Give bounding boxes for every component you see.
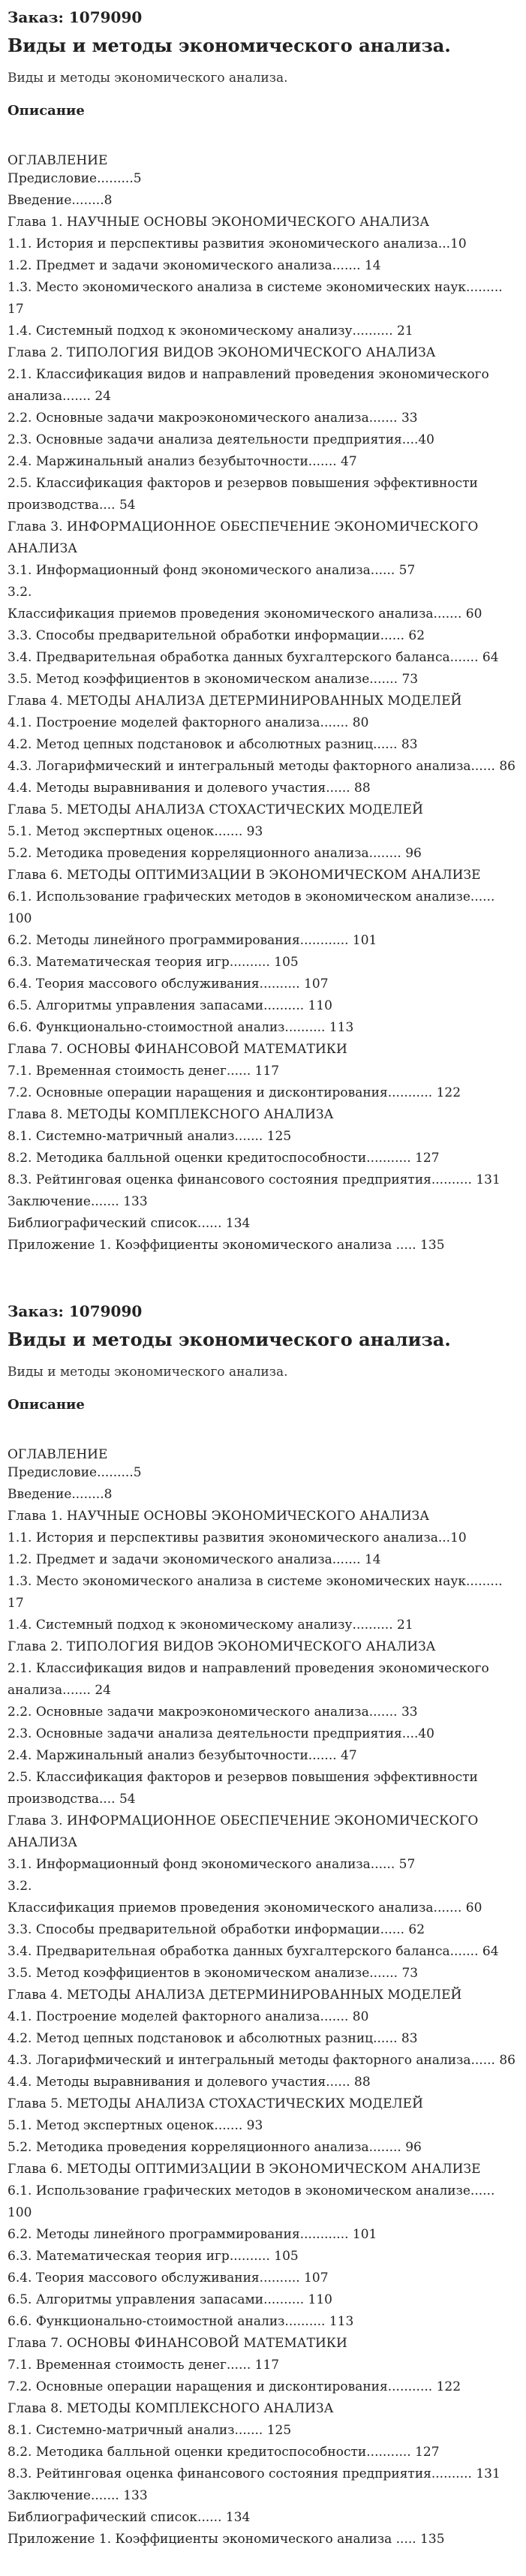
toc-item: 6.2. Методы линейного программирования............ 101 (8, 933, 377, 948)
toc-item: Глава 6. МЕТОДЫ ОПТИМИЗАЦИИ В ЭКОНОМИЧЕСКОМ АНАЛИЗЕ (8, 868, 481, 883)
toc-item: Заключение....... 133 (8, 1194, 148, 1209)
toc-item: 2.5. Классификация факторов и резервов повышения эффективности производства.... 54 (8, 476, 478, 513)
toc-item: 3.3. Способы предварительной обработки информации...... 62 (8, 628, 425, 643)
toc-item: Предисловие.........5 (8, 171, 142, 186)
product-title: Виды и методы экономического анализа. (8, 35, 451, 56)
toc-item: 4.3. Логарифмический и интегральный методы факторного анализа...... 86 (8, 759, 515, 774)
description-heading: Описание (8, 1397, 85, 1413)
toc-item: Глава 2. ТИПОЛОГИЯ ВИДОВ ЭКОНОМИЧЕСКОГО АНАЛИЗА (8, 1639, 436, 1654)
toc-item: 7.1. Временная стоимость денег...... 117 (8, 2358, 280, 2373)
toc-item: 6.2. Методы линейного программирования............ 101 (8, 2227, 377, 2242)
toc-item: Классификация приемов проведения экономического анализа....... 60 (8, 606, 482, 621)
toc-item: 6.3. Математическая теория игр.......... 105 (8, 2249, 299, 2264)
toc-item: Глава 3. ИНФОРМАЦИОННОЕ ОБЕСПЕЧЕНИЕ ЭКОНОМИЧЕСКОГО АНАЛИЗА (8, 519, 479, 556)
product-title: Виды и методы экономического анализа. (8, 1329, 451, 1350)
toc-item: 2.3. Основные задачи анализа деятельности предприятия....40 (8, 1726, 435, 1741)
toc-item: Приложение 1. Коэффициенты экономического анализа ..... 135 (8, 2532, 445, 2547)
toc-item: 2.2. Основные задачи макроэкономического анализа....... 33 (8, 411, 418, 426)
toc-item: 3.1. Информационный фонд экономического анализа...... 57 (8, 1857, 416, 1872)
toc-item: 8.2. Методика балльной оценки кредитоспособности........... 127 (8, 1151, 440, 1166)
toc-item: 6.5. Алгоритмы управления запасами.......... 110 (8, 998, 332, 1013)
toc-item: 2.4. Маржинальный анализ безубыточности....... 47 (8, 1748, 357, 1763)
toc-item: 5.2. Методика проведения корреляционного анализа........ 96 (8, 846, 422, 861)
toc-item: 1.1. История и перспективы развития экономического анализа...10 (8, 1530, 467, 1545)
toc-item: 5.1. Метод экспертных оценок....... 93 (8, 824, 263, 839)
toc-item: 6.6. Функционально-стоимостной анализ.......... 113 (8, 2314, 354, 2329)
toc-item: 5.2. Методика проведения корреляционного анализа........ 96 (8, 2140, 422, 2155)
toc-item: Глава 4. МЕТОДЫ АНАЛИЗА ДЕТЕРМИНИРОВАННЫХ МОДЕЛЕЙ (8, 694, 462, 709)
toc-item: 3.5. Метод коэффициентов в экономическом анализе....... 73 (8, 1966, 419, 1981)
toc-item: Предисловие.........5 (8, 1465, 142, 1480)
order-block-2 (8, 1299, 518, 2550)
toc-item: 8.3. Рейтинговая оценка финансового состояния предприятия.......... 131 (8, 1172, 500, 1187)
toc-item: Глава 3. ИНФОРМАЦИОННОЕ ОБЕСПЕЧЕНИЕ ЭКОНОМИЧЕСКОГО АНАЛИЗА (8, 1813, 479, 1850)
product-subtitle: Виды и методы экономического анализа. (8, 71, 288, 86)
toc-item: Библиографический список...... 134 (8, 1216, 251, 1231)
toc-item: 1.2. Предмет и задачи экономического анализа....... 14 (8, 258, 381, 273)
toc-item: 3.1. Информационный фонд экономического анализа...... 57 (8, 563, 416, 578)
toc-item: 7.2. Основные операции наращения и дисконтирования........... 122 (8, 2379, 461, 2394)
order-number: Заказ: 1079090 (8, 1302, 143, 1320)
toc-item: 3.3. Способы предварительной обработки информации...... 62 (8, 1922, 425, 1937)
toc-item: Введение........8 (8, 1487, 113, 1502)
description-heading: Описание (8, 103, 85, 119)
toc-item: 3.2. (8, 1879, 32, 1894)
toc-item: 3.2. (8, 585, 32, 600)
toc-item: Глава 6. МЕТОДЫ ОПТИМИЗАЦИИ В ЭКОНОМИЧЕСКОМ АНАЛИЗЕ (8, 2162, 481, 2177)
toc-item: 4.3. Логарифмический и интегральный методы факторного анализа...... 86 (8, 2053, 515, 2068)
toc-item: 1.1. История и перспективы развития экономического анализа...10 (8, 236, 467, 251)
toc-item: 8.3. Рейтинговая оценка финансового состояния предприятия.......... 131 (8, 2466, 500, 2481)
toc-item: 6.4. Теория массового обслуживания.......... 107 (8, 2271, 329, 2286)
toc-item: Приложение 1. Коэффициенты экономического анализа ..... 135 (8, 1238, 445, 1253)
toc-item: 3.5. Метод коэффициентов в экономическом анализе....... 73 (8, 672, 419, 687)
toc-item: Глава 7. ОСНОВЫ ФИНАНСОВОЙ МАТЕМАТИКИ (8, 1042, 347, 1057)
toc-item: 2.1. Классификация видов и направлений проведения экономического анализа....... 24 (8, 367, 489, 404)
toc-item: 6.5. Алгоритмы управления запасами.......... 110 (8, 2292, 332, 2307)
toc-item: 1.2. Предмет и задачи экономического анализа....... 14 (8, 1552, 381, 1567)
toc-item: 1.4. Системный подход к экономическому анализу.......... 21 (8, 324, 413, 339)
toc-item: Введение........8 (8, 193, 113, 208)
toc-item: 6.3. Математическая теория игр.......... 105 (8, 955, 299, 970)
toc-item: 8.1. Системно-матричный анализ....... 125 (8, 1129, 292, 1144)
toc-item: Глава 8. МЕТОДЫ КОМПЛЕКСНОГО АНАЛИЗА (8, 2401, 334, 2416)
toc-item: Глава 1. НАУЧНЫЕ ОСНОВЫ ЭКОНОМИЧЕСКОГО АНАЛИЗА (8, 215, 430, 230)
toc-item: 2.1. Классификация видов и направлений проведения экономического анализа....... 24 (8, 1661, 489, 1698)
toc-item: 5.1. Метод экспертных оценок....... 93 (8, 2118, 263, 2133)
order-block-1 (8, 5, 518, 1256)
toc-item: Глава 8. МЕТОДЫ КОМПЛЕКСНОГО АНАЛИЗА (8, 1107, 334, 1122)
toc-item: 1.3. Место экономического анализа в системе экономических наук......... 17 (8, 1574, 503, 1611)
toc-item: Глава 5. МЕТОДЫ АНАЛИЗА СТОХАСТИЧЕСКИХ МОДЕЛЕЙ (8, 2096, 423, 2111)
toc-item: 4.2. Метод цепных подстановок и абсолютных разниц...... 83 (8, 2031, 418, 2046)
toc-item: Классификация приемов проведения экономического анализа....... 60 (8, 1900, 482, 1915)
toc-heading: ОГЛАВЛЕНИЕ (8, 153, 108, 168)
toc-item: 1.4. Системный подход к экономическому анализу.......... 21 (8, 1618, 413, 1633)
toc-item: 7.2. Основные операции наращения и дисконтирования........... 122 (8, 1085, 461, 1100)
toc-item: Заключение....... 133 (8, 2488, 148, 2503)
toc-item: 6.6. Функционально-стоимостной анализ.......... 113 (8, 1020, 354, 1035)
toc-item: Библиографический список...... 134 (8, 2510, 251, 2525)
toc-item: 6.1. Использование графических методов в экономическом анализе...... 100 (8, 889, 495, 926)
toc-item: Глава 4. МЕТОДЫ АНАЛИЗА ДЕТЕРМИНИРОВАННЫХ МОДЕЛЕЙ (8, 1988, 462, 2003)
toc-item: 6.1. Использование графических методов в экономическом анализе...... 100 (8, 2183, 495, 2220)
toc-item: 8.1. Системно-матричный анализ....... 125 (8, 2423, 292, 2438)
toc-heading: ОГЛАВЛЕНИЕ (8, 1447, 108, 1462)
toc-list (8, 1462, 518, 2550)
toc-item: Глава 1. НАУЧНЫЕ ОСНОВЫ ЭКОНОМИЧЕСКОГО АНАЛИЗА (8, 1509, 430, 1524)
toc-item: 1.3. Место экономического анализа в системе экономических наук......... 17 (8, 280, 503, 317)
toc-item: Глава 5. МЕТОДЫ АНАЛИЗА СТОХАСТИЧЕСКИХ МОДЕЛЕЙ (8, 802, 423, 817)
toc-item: 3.4. Предварительная обработка данных бухгалтерского баланса....... 64 (8, 1944, 499, 1959)
toc-item: Глава 7. ОСНОВЫ ФИНАНСОВОЙ МАТЕМАТИКИ (8, 2336, 347, 2351)
toc-item: 8.2. Методика балльной оценки кредитоспособности........... 127 (8, 2445, 440, 2460)
toc-item: 2.4. Маржинальный анализ безубыточности....... 47 (8, 454, 357, 469)
toc-item: 2.2. Основные задачи макроэкономического анализа....... 33 (8, 1705, 418, 1720)
toc-item: 4.1. Построение моделей факторного анализа....... 80 (8, 2009, 369, 2024)
toc-list (8, 168, 518, 1256)
toc-item: 4.4. Методы выравнивания и долевого участия...... 88 (8, 2075, 371, 2090)
toc-item: Глава 2. ТИПОЛОГИЯ ВИДОВ ЭКОНОМИЧЕСКОГО АНАЛИЗА (8, 345, 436, 360)
toc-item: 7.1. Временная стоимость денег...... 117 (8, 1064, 280, 1079)
toc-item: 2.3. Основные задачи анализа деятельности предприятия....40 (8, 432, 435, 447)
order-number: Заказ: 1079090 (8, 8, 143, 26)
toc-item: 4.1. Построение моделей факторного анализа....... 80 (8, 715, 369, 730)
toc-item: 3.4. Предварительная обработка данных бухгалтерского баланса....... 64 (8, 650, 499, 665)
toc-item: 4.2. Метод цепных подстановок и абсолютных разниц...... 83 (8, 737, 418, 752)
product-subtitle: Виды и методы экономического анализа. (8, 1365, 288, 1380)
toc-item: 6.4. Теория массового обслуживания.......... 107 (8, 977, 329, 992)
toc-item: 2.5. Классификация факторов и резервов повышения эффективности производства.... 54 (8, 1770, 478, 1807)
toc-item: 4.4. Методы выравнивания и долевого участия...... 88 (8, 781, 371, 796)
